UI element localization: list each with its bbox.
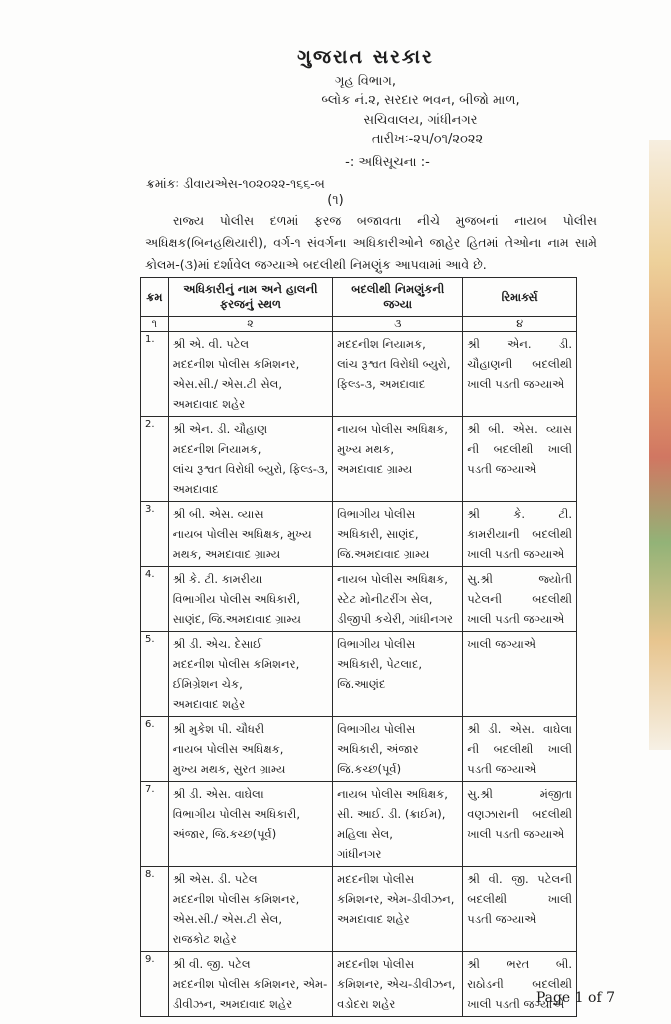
remarks-line: ની બદલીથી ખાલી (467, 742, 572, 756)
posting-line: જિ.કચ્છ(પૂર્વ) (337, 762, 402, 776)
row-serial: 7. (141, 782, 169, 867)
officer-line: રાજકોટ શહેર (172, 932, 237, 946)
officer-line: મદદનીશ પોલીસ કમિશનર, એમ- (172, 977, 328, 991)
header-posting: બદલીથી નિમણુંકની જગ્યા (333, 278, 463, 317)
row-serial: 3. (141, 502, 169, 567)
remarks-line: શ્રી બી. એસ. વ્યાસ (467, 422, 572, 436)
posting-cell (333, 867, 463, 952)
remarks-line: ખાલી પડતી જગ્યાએ (467, 827, 565, 841)
remarks-line: ખાલી પડતી જગ્યાએ (467, 377, 565, 391)
officer-cell (168, 867, 332, 952)
officer-line: વિભાગીય પોલીસ અધિકારી, (172, 592, 300, 606)
officer-line: એસ.સી./ એસ.ટી સેલ, (172, 912, 282, 926)
posting-line: અધિકારી, અંજાર (337, 742, 419, 756)
posting-line: મદદનીશ પોલીસ (337, 872, 415, 886)
posting-line: ફિલ્ડ-૩, અમદાવાદ (337, 377, 426, 391)
officer-line: મદદનીશ પોલીસ કમિશનર, (172, 657, 300, 671)
row-serial: 5. (141, 632, 169, 717)
remarks-line: ની બદલીથી ખાલી (467, 442, 572, 456)
officer-line: શ્રી વી. જી. પટેલ (172, 957, 251, 971)
posting-line: વિભાગીય પોલીસ (337, 722, 416, 736)
posting-cell (333, 332, 463, 417)
remarks-line: કામરીયાની બદલીથી (467, 527, 572, 541)
posting-line: મહિલા સેલ, (337, 827, 393, 841)
officer-line: એસ.સી./ એસ.ટી સેલ, (172, 377, 282, 391)
table-row (141, 567, 577, 632)
row-serial: 4. (141, 567, 169, 632)
officer-line: શ્રી એ. વી. પટેલ (172, 337, 250, 351)
table-row (141, 332, 577, 417)
posting-line: વિભાગીય પોલીસ (337, 637, 416, 651)
row-serial: 6. (141, 717, 169, 782)
officer-line: શ્રી બી. એસ. વ્યાસ (172, 507, 264, 521)
remarks-line: શ્રી ડી. એસ. વાઘેલા (467, 722, 572, 736)
posting-line: અધિકારી, પેટલાદ, (337, 657, 423, 671)
posting-cell (333, 417, 463, 502)
page-edge-color-strip (649, 140, 671, 750)
posting-line: કમિશનર, એચ-ડીવીઝન, (337, 977, 456, 991)
page-number: Page 1 of 7 (535, 990, 615, 1006)
remarks-cell (463, 952, 577, 1017)
row-serial: 1. (141, 332, 169, 417)
officer-line: વિભાગીય પોલીસ અધિકારી, (172, 807, 300, 821)
posting-cell (333, 782, 463, 867)
posting-line: લાંચ રૂશ્વત વિરોધી બ્યુરો, (337, 357, 451, 371)
officer-line: શ્રી એન. ડી. ચૌહાણ (172, 422, 268, 436)
posting-cell (333, 952, 463, 1017)
officer-line: મુખ્ય મથક, સુરત ગ્રામ્ય (172, 762, 286, 776)
remarks-line: બદલીથી ખાલી (467, 892, 572, 906)
officer-line: લાંચ રૂશ્વત વિરોધી બ્યુરો, ફિલ્ડ-૩, (172, 462, 329, 476)
column-number: ૧ (141, 317, 169, 332)
officer-cell (168, 567, 332, 632)
officer-line: અંજાર, જિ.કચ્છ(પૂર્વ) (172, 827, 277, 841)
remarks-line: ખાલી જગ્યાએ (467, 637, 536, 651)
officer-line: શ્રી મુકેશ પી. ચૌધરી (172, 722, 265, 736)
table-body (141, 317, 577, 1017)
remarks-cell (463, 502, 577, 567)
intro-line: રાજ્ય પોલીસ દળમાં ફરજ બજાવતા નીચે મુજબનાં નાયબ પોલીસ (173, 213, 597, 228)
posting-line: જિ.અમદાવાદ ગ્રામ્ય (337, 547, 430, 561)
remarks-line: શ્રી કે. ટી. (467, 507, 572, 521)
column-number: ૨ (168, 317, 332, 332)
reference-number: ક્રમાંકઃ ડીવાયએસ-૧૦૨૦૨૨-૧૬૬-બ (146, 176, 325, 191)
row-serial: 8. (141, 867, 169, 952)
officer-line: ડીવીઝન, અમદાવાદ શહેર (172, 997, 293, 1011)
officer-line: અમદાવાદ શહેર (172, 697, 246, 711)
transfer-table (140, 277, 577, 1017)
posting-line: અમદાવાદ શહેર (337, 912, 410, 926)
remarks-line: પટેલની બદલીથી (467, 592, 572, 606)
posting-line: જિ.આણંદ (337, 677, 386, 691)
remarks-line: ખાલી પડતી જગ્યાએ (467, 612, 565, 626)
posting-line: અધિકારી, સાણંદ, (337, 527, 419, 541)
officer-line: મદદનીશ પોલીસ કમિશનર, (172, 892, 300, 906)
remarks-cell (463, 632, 577, 717)
officer-line: શ્રી કે. ટી. કામરીયા (172, 572, 263, 586)
officer-line: શ્રી ડી. એસ. વાઘેલા (172, 787, 264, 801)
posting-line: અમદાવાદ ગ્રામ્ય (337, 462, 413, 476)
address-line-1: બ્લોક નં.૨, સરદાર ભવન, બીજો માળ, (321, 93, 520, 108)
officer-cell (168, 952, 332, 1017)
remarks-line: શ્રી વી. જી. પટેલની (467, 872, 572, 886)
remarks-line: ખાલી પડતી જગ્યાએ (467, 547, 565, 561)
column-number: ૩ (333, 317, 463, 332)
officer-line: અમદાવાદ શહેર (172, 397, 246, 411)
posting-line: સ્ટેટ મોનીટરીંગ સેલ, (337, 592, 433, 606)
posting-cell (333, 567, 463, 632)
posting-cell (333, 502, 463, 567)
table-row (141, 782, 577, 867)
officer-line: નાયબ પોલીસ અધિક્ષક, (172, 742, 284, 756)
column-number-row (141, 317, 577, 332)
intro-paragraph (145, 210, 597, 276)
officer-line: ઈમિગ્રેશન ચેક, (172, 677, 243, 691)
posting-line: કમિશનર, એમ-ડીવીઝન, (337, 892, 455, 906)
posting-line: સી. આઈ. ડી. (ક્રાઈમ), (337, 807, 446, 821)
officer-line: નાયબ પોલીસ અધિક્ષક, મુખ્ય (172, 527, 312, 541)
notification-title: -: અધિસૂચના :- (345, 155, 430, 170)
table-row (141, 717, 577, 782)
posting-line: નાયબ પોલીસ અધિક્ષક, (337, 787, 448, 801)
remarks-cell (463, 717, 577, 782)
posting-line: નાયબ પોલીસ અધિક્ષક, (337, 572, 448, 586)
table-row (141, 417, 577, 502)
officer-line: મથક, અમદાવાદ ગ્રામ્ય (172, 547, 281, 561)
officer-cell (168, 502, 332, 567)
intro-line: અધિક્ષક(બિનહથિયારી), વર્ગ-૧ સંવર્ગના અધિકારીઓને જાહેર હિતમાં તેઓના નામ સામે (145, 235, 597, 250)
government-title: ગુજરાત સરકાર (297, 46, 434, 68)
row-serial: 2. (141, 417, 169, 502)
remarks-cell (463, 417, 577, 502)
remarks-cell (463, 782, 577, 867)
document-date: તારીખઃ-૨૫/૦૧/૨૦૨૨ (371, 132, 484, 147)
posting-cell (333, 717, 463, 782)
row-serial: 9. (141, 952, 169, 1017)
order-number: (૧) (327, 193, 344, 208)
remarks-cell (463, 867, 577, 952)
remarks-line: પડતી જગ્યાએ (467, 762, 537, 776)
intro-line: કોલમ-(૩)માં દર્શાવેલ જગ્યાએ બદલીથી નિમણુંક આપવામાં આવે છે. (145, 257, 487, 272)
posting-line: ડીજીપી કચેરી, ગાંધીનગર (337, 612, 453, 626)
officer-cell (168, 417, 332, 502)
table-row (141, 632, 577, 717)
remarks-line: શ્રી એન. ડી. (467, 337, 572, 351)
officer-line: શ્રી એસ. ડી. પટેલ (172, 872, 258, 886)
officer-line: મદદનીશ પોલીસ કમિશનર, (172, 357, 300, 371)
remarks-line: પડતી જગ્યાએ (467, 462, 537, 476)
posting-line: મદદનીશ પોલીસ (337, 957, 415, 971)
remarks-line: સુ.શ્રી જ્યોતી (467, 572, 572, 586)
table-row (141, 502, 577, 567)
officer-cell (168, 782, 332, 867)
remarks-line: ચૌહાણની બદલીથી (467, 357, 572, 371)
header-officer: અધિકારીનું નામ અને હાલની ફરજનું સ્થળ (168, 278, 332, 317)
posting-cell (333, 632, 463, 717)
officer-line: શ્રી ડી. એચ. દેસાઈ (172, 637, 263, 651)
posting-line: મદદનીશ નિયામક, (337, 337, 426, 351)
table-row (141, 952, 577, 1017)
remarks-cell (463, 567, 577, 632)
posting-line: નાયબ પોલીસ અધિક્ષક, (337, 422, 448, 436)
address-line-2: સચિવાલય, ગાંધીનગર (363, 113, 478, 128)
remarks-line: પડતી જગ્યાએ (467, 912, 537, 926)
remarks-cell (463, 332, 577, 417)
posting-line: વિભાગીય પોલીસ (337, 507, 416, 521)
column-number: ૪ (463, 317, 577, 332)
officer-line: સાણંદ, જિ.અમદાવાદ ગ્રામ્ય (172, 612, 301, 626)
remarks-line: ખાલી પડતી જગ્યાએ (467, 997, 565, 1011)
header-remarks: રિમાર્ક્સ (463, 278, 577, 317)
officer-line: મદદનીશ નિયામક, (172, 442, 262, 456)
department-name: ગૃહ વિભાગ, (334, 74, 397, 89)
remarks-line: શ્રી ભરત બી. (467, 957, 572, 971)
officer-cell (168, 717, 332, 782)
remarks-line: સુ.શ્રી મંજીતા (467, 787, 572, 801)
table-row (141, 867, 577, 952)
posting-line: ગાંધીનગર (337, 847, 382, 861)
officer-line: અમદાવાદ (172, 482, 219, 496)
officer-cell (168, 332, 332, 417)
header-serial: ક્રમ (141, 278, 169, 317)
remarks-line: રાઠોડની બદલીથી (467, 977, 572, 991)
posting-line: મુખ્ય મથક, (337, 442, 395, 456)
officer-cell (168, 632, 332, 717)
posting-line: વડોદરા શહેર (337, 997, 396, 1011)
remarks-line: વણઝારાની બદલીથી (467, 807, 572, 821)
